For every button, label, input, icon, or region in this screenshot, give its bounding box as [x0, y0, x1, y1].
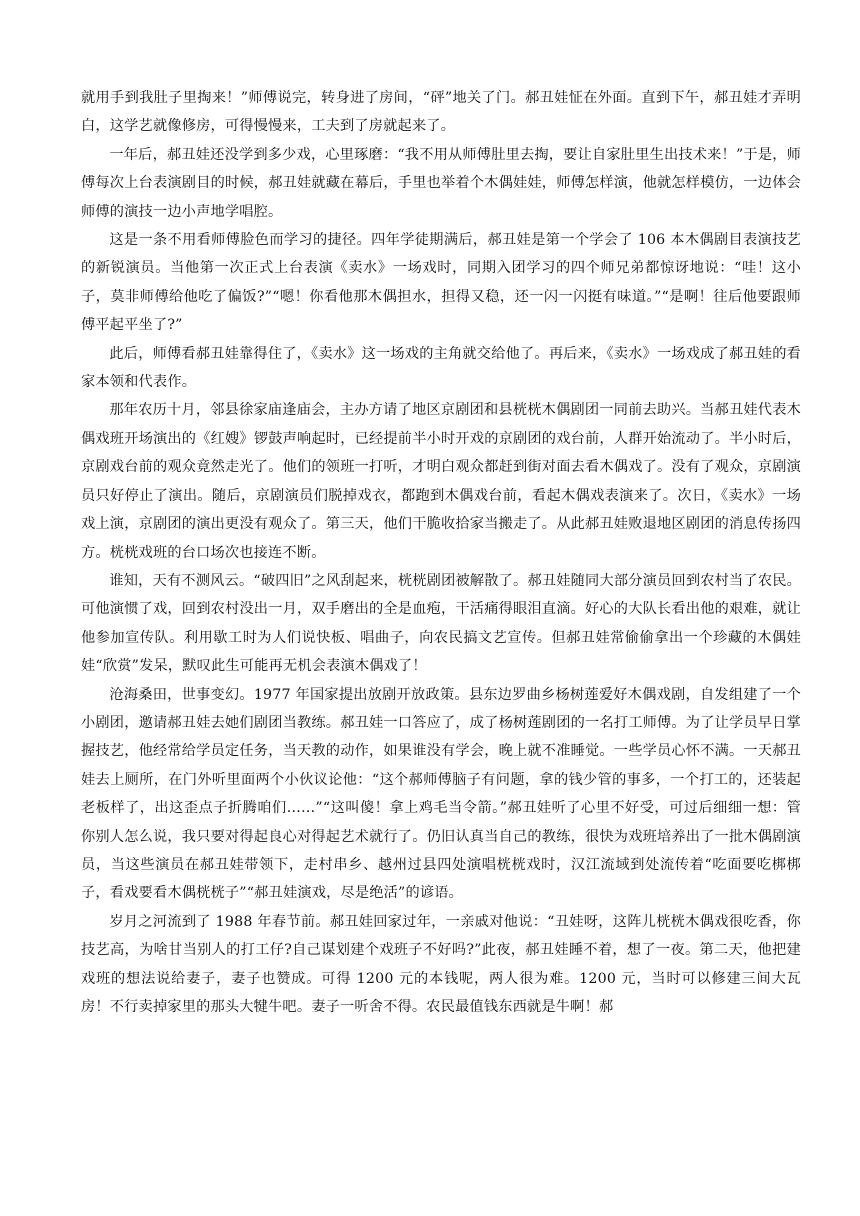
document-body	[81, 84, 801, 1021]
paragraph-1: 就用手到我肚子里掏来！”师傅说完，转身进了房间，“砰”地关了门。郝丑娃怔在外面。直到下午，郝丑娃才弄明白，这学艺就像修房，可得慢慢来，工夫到了房就起来了。	[81, 90, 801, 135]
paragraph-6: 谁知，天有不测风云。“破四旧”之风刮起来，桄桄剧团被解散了。郝丑娃随同大部分演员回到农村当了农民。可他演惯了戏，回到农村没出一月，双手磨出的全是血疱，干活痛得眼泪直滴。好心的大队长看出他的艰难，就让他参加宣传队。利用歇工时为人们说快板、唱曲子，向农民搞文艺宣传。但郝丑娃常偷偷拿出一个珍藏的木偶娃娃“欣赏”发呆，默叹此生可能再无机会表演木偶戏了！	[81, 572, 801, 675]
paragraph-5: 那年农历十月，邻县徐家庙逢庙会，主办方请了地区京剧团和县桄桄木偶剧团一同前去助兴。当郝丑娃代表木偶戏班开场演出的《红嫂》锣鼓声响起时，已经提前半小时开戏的京剧团的戏台前，人群开始流动了。半小时后，京剧戏台前的观众竟然走光了。他们的领班一打听，才明白观众都赶到街对面去看木偶戏了。没有了观众，京剧演员只好停止了演出。随后，京剧演员们脱掉戏衣，都跑到木偶戏台前，看起木偶戏表演来了。次日，《卖水》一场戏上演，京剧团的演出更没有观众了。第三天，他们干脆收拾家当搬走了。从此郝丑娃败退地区剧团的消息传扬四方。桄桄戏班的台口场次也接连不断。	[81, 402, 801, 561]
paragraph-8: 岁月之河流到了 1988 年春节前。郝丑娃回家过年，一亲戚对他说：“丑娃呀，这阵儿桄桄木偶戏很吃香，你技艺高，为啥甘当别人的打工仔?自己谋划建个戏班子不好吗?”此夜，郝丑娃睡不着，想了一夜。第二天，他把建戏班的想法说给妻子，妻子也赞成。可得 1200 元的本钱呢，两人很为难。1200 元，当时可以修建三间大瓦房！不行卖掉家里的那头大犍牛吧。妻子一听舍不得。农民最值钱东西就是牛啊！郝	[81, 913, 801, 1015]
paragraph-7: 沧海桑田，世事变幻。1977 年国家提出放剧开放政策。县东边罗曲乡杨树莲爱好木偶戏剧，自发组建了一个小剧团，邀请郝丑娃去她们剧团当教练。郝丑娃一口答应了，成了杨树莲剧团的一名打工师傅。为了让学员早日掌握技艺，他经常给学员定任务，当天教的动作，如果谁没有学会，晚上就不准睡觉。一些学员心怀不满。一天郝丑娃去上厕所，在门外听里面两个小伙议论他：“这个郝师傅脑子有问题，拿的钱少管的事多，一个打工的，还装起老板样了，出这歪点子折腾咱们……”“这叫傻！拿上鸡毛当令箭。”郝丑娃听了心里不好受，可过后细细一想：管你别人怎么说，我只要对得起良心对得起艺术就行了。仍旧认真当自己的教练，很快为戏班培养出了一批木偶剧演员，当这些演员在郝丑娃带领下，走村串乡、越州过县四处演唱桄桄戏时，汉江流域到处流传着“吃面要吃梆梆子，看戏要看木偶桄桄子”“郝丑娃演戏，尽是绝活”的谚语。	[81, 686, 801, 902]
paragraph-4: 此后，师傅看郝丑娃靠得住了，《卖水》这一场戏的主角就交给他了。再后来，《卖水》一场戏成了郝丑娃的看家本领和代表作。	[81, 345, 801, 391]
paragraph-2: 一年后，郝丑娃还没学到多少戏，心里琢磨：“我不用从师傅肚里去掏，要让自家肚里生出技术来！”于是，师傅每次上台表演剧目的时候，郝丑娃就藏在幕后，手里也举着个木偶娃娃，师傅怎样演，他就怎样模仿，一边体会师傅的演技一边小声地学唱腔。	[81, 146, 801, 220]
paragraph-3: 这是一条不用看师傅脸色而学习的捷径。四年学徒期满后，郝丑娃是第一个学会了 106 本木偶剧目表演技艺的新锐演员。当他第一次正式上台表演《卖水》一场戏时，同期入团学习的四个师兄弟都惊讶地说：“哇！这小子，莫非师傅给他吃了偏饭?”“嗯！你看他那木偶担水，担得又稳，还一闪一闪挺有味道。”“是啊！往后他要跟师傅平起平坐了?”	[81, 232, 801, 334]
